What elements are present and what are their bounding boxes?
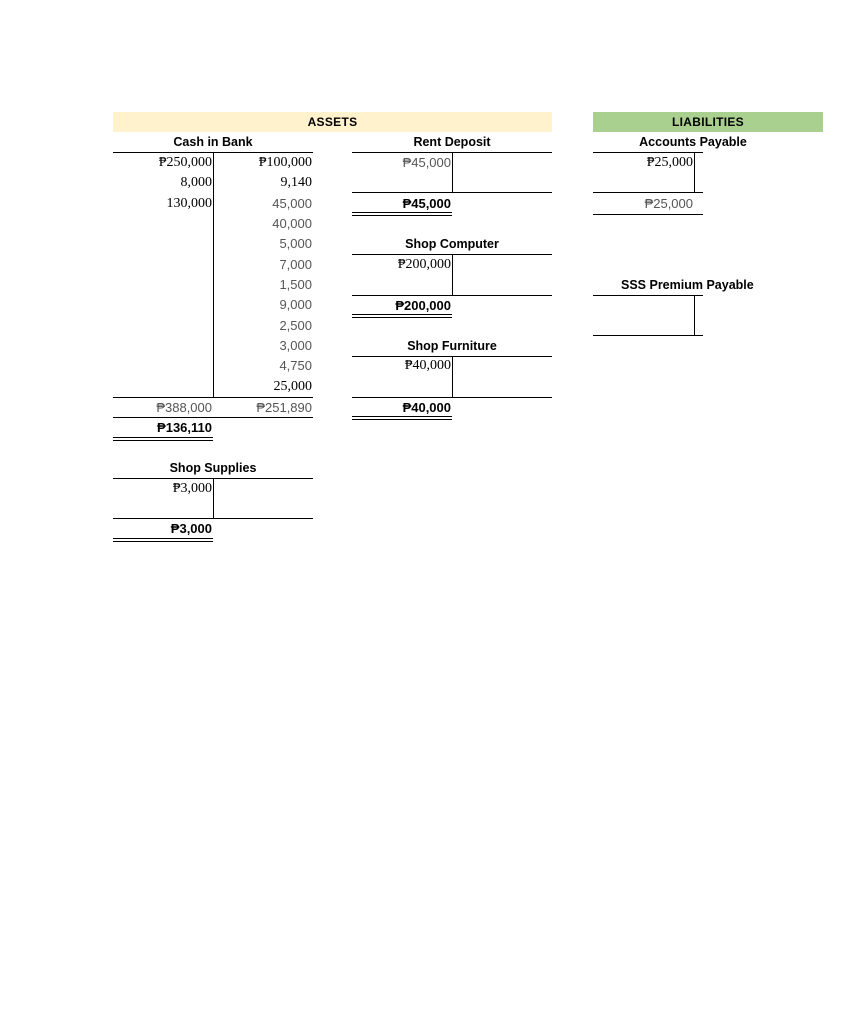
assets-header: ASSETS — [113, 112, 552, 132]
rent-debit-entry: ₱45,000 — [402, 155, 451, 170]
cash-credit-entry: 2,500 — [279, 318, 312, 333]
cash-credit-entry: 4,750 — [279, 358, 312, 373]
cash-credit-entry: 3,000 — [279, 338, 312, 353]
double-underline — [113, 437, 213, 441]
t-account-divider — [694, 295, 695, 335]
cash-credit-entry: 9,000 — [279, 297, 312, 312]
t-account-total-rule — [593, 335, 703, 336]
ap-credit-total: ₱25,000 — [644, 196, 693, 211]
cash-debit-total: ₱388,000 — [156, 400, 212, 415]
cash-credit-entry: 40,000 — [272, 216, 312, 231]
cash-debit-entry: 130,000 — [166, 196, 212, 211]
cash-balance: ₱136,110 — [157, 420, 212, 435]
t-account-divider — [213, 478, 214, 518]
cash-credit-entry: 7,000 — [279, 257, 312, 272]
t-account-divider — [452, 356, 453, 397]
cash-credit-entry: 9,140 — [280, 175, 312, 190]
computer-balance: ₱200,000 — [395, 298, 451, 313]
cash-credit-entry: ₱100,000 — [258, 155, 312, 170]
shop-supplies-title: Shop Supplies — [169, 461, 257, 475]
computer-debit-entry: ₱200,000 — [397, 257, 451, 272]
ap-credit-entry: ₱25,000 — [646, 155, 693, 170]
cash-credit-entry: 45,000 — [272, 196, 312, 211]
supplies-balance: ₱3,000 — [170, 521, 212, 536]
cash-debit-entry: ₱250,000 — [158, 155, 212, 170]
t-account-divider — [452, 152, 453, 192]
double-underline — [352, 314, 452, 318]
double-underline — [352, 416, 452, 420]
t-account-total-rule — [352, 192, 552, 193]
t-account-divider — [452, 254, 453, 295]
sss-premium-payable-title: SSS Premium Payable — [621, 278, 754, 292]
double-underline — [352, 212, 452, 216]
accounts-payable-title: Accounts Payable — [639, 135, 747, 149]
rent-balance: ₱45,000 — [402, 196, 451, 211]
t-account-divider — [694, 152, 695, 192]
double-underline — [113, 538, 213, 542]
cash-debit-entry: 8,000 — [180, 175, 212, 190]
cash-credit-entry: 1,500 — [279, 277, 312, 292]
t-account-bottom-rule — [593, 214, 703, 215]
cash-in-bank-title: Cash in Bank — [173, 135, 253, 149]
rent-deposit-title: Rent Deposit — [413, 135, 491, 149]
furniture-balance: ₱40,000 — [402, 400, 451, 415]
shop-furniture-title: Shop Furniture — [407, 339, 497, 353]
cash-credit-entry: 5,000 — [279, 236, 312, 251]
shop-computer-title: Shop Computer — [405, 237, 499, 251]
cash-credit-entry: 25,000 — [273, 379, 312, 394]
liabilities-header: LIABILITIES — [593, 112, 823, 132]
t-account-top-rule — [593, 295, 703, 296]
t-account-total-rule — [593, 192, 703, 193]
furniture-debit-entry: ₱40,000 — [404, 358, 451, 373]
cash-credit-total: ₱251,890 — [256, 400, 312, 415]
supplies-debit-entry: ₱3,000 — [172, 481, 212, 496]
